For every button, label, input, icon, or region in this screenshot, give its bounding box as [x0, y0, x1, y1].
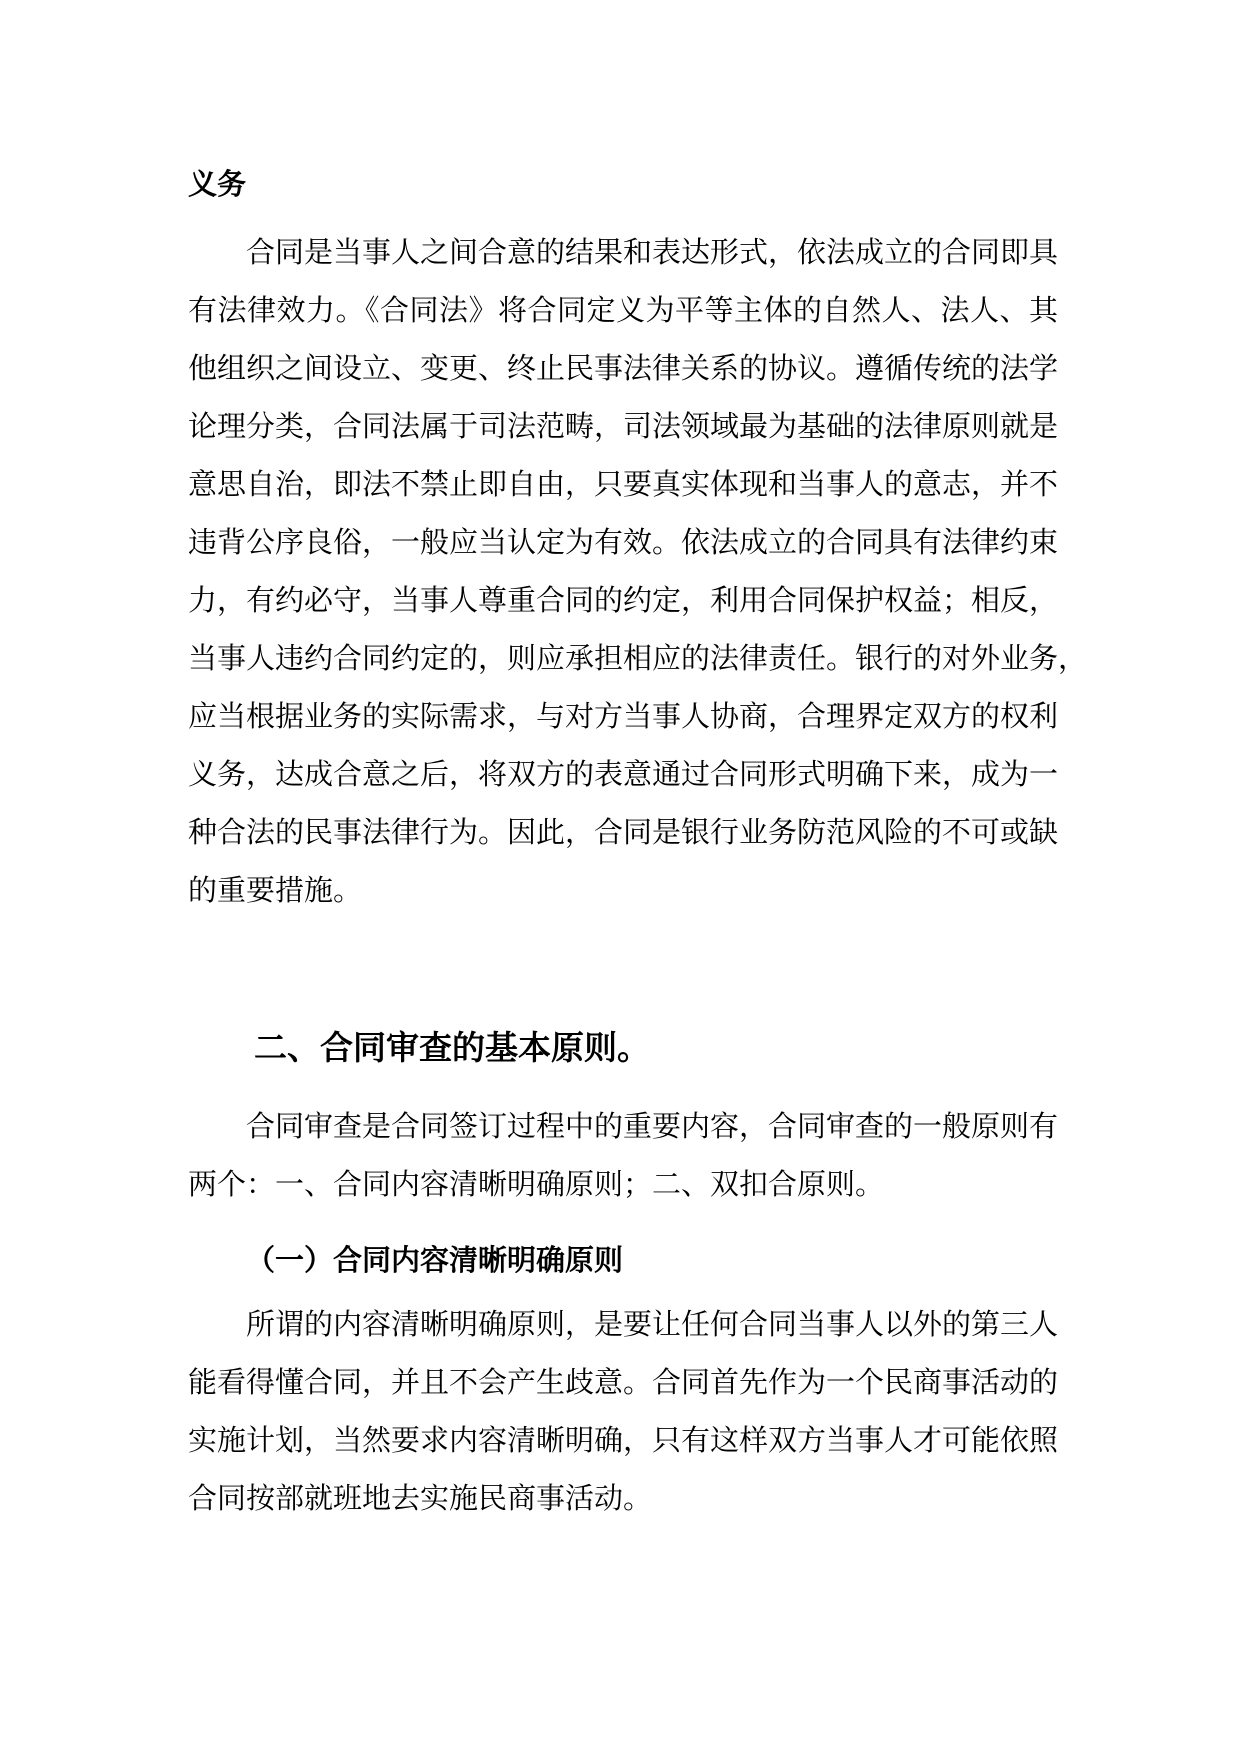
para3-line-2: 能看得懂合同，并且不会产生歧意。合同首先作为一个民商事活动的: [188, 1365, 1059, 1399]
para3-line-4: 合同按部就班地去实施民商事活动。: [188, 1481, 653, 1515]
para1-line-3: 他组织之间设立、变更、终止民事法律关系的协议。遵循传统的法学: [188, 351, 1059, 385]
para1-line-7: 力，有约必守，当事人尊重合同的约定，利用合同保护权益；相反，: [188, 583, 1059, 617]
para1-line-10: 义务，达成合意之后，将双方的表意通过合同形式明确下来，成为一: [188, 757, 1059, 791]
para1-line-2: 有法律效力。《合同法》将合同定义为平等主体的自然人、法人、其: [188, 293, 1058, 327]
para1-line-12: 的重要措施。: [188, 873, 363, 907]
para1-line-8: 当事人违约合同约定的，则应承担相应的法律责任。银行的对外业务，: [188, 641, 1088, 675]
section2-heading: 二、合同审查的基本原则。: [254, 1028, 650, 1067]
para1-line-9: 应当根据业务的实际需求，与对方当事人协商，合理界定双方的权利: [188, 699, 1059, 733]
subsection1-heading: （一）合同内容清晰明确原则: [246, 1243, 624, 1277]
para1-line-5: 意思自治，即法不禁止即自由，只要真实体现和当事人的意志，并不: [188, 467, 1059, 501]
top-heading: 义务: [188, 167, 247, 201]
para2-line-2: 两个：一、合同内容清晰明确原则；二、双扣合原则。: [188, 1167, 885, 1201]
para2-line-1: 合同审查是合同签订过程中的重要内容，合同审查的一般原则有: [246, 1109, 1059, 1143]
para1-line-6: 违背公序良俗，一般应当认定为有效。依法成立的合同具有法律约束: [188, 525, 1059, 559]
para3-line-3: 实施计划，当然要求内容清晰明确，只有这样双方当事人才可能依照: [188, 1423, 1059, 1457]
para3-line-1: 所谓的内容清晰明确原则，是要让任何合同当事人以外的第三人: [246, 1307, 1059, 1341]
para1-line-11: 种合法的民事法律行为。因此，合同是银行业务防范风险的不可或缺: [188, 815, 1059, 849]
para1-line-1: 合同是当事人之间合意的结果和表达形式，依法成立的合同即具: [246, 235, 1059, 269]
para1-line-4: 论理分类，合同法属于司法范畴，司法领域最为基础的法律原则就是: [188, 409, 1059, 443]
